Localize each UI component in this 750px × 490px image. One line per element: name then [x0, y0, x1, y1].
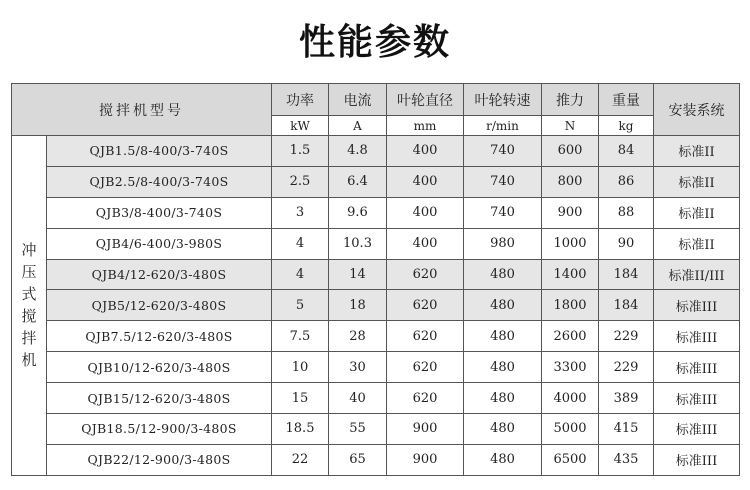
group-char: 式: [21, 285, 37, 304]
performance-table: [11, 83, 740, 476]
cell-weight: 435: [599, 444, 654, 475]
header-model: 搅拌机型号: [12, 84, 272, 136]
table-row: [12, 136, 740, 167]
cell-weight: 90: [599, 228, 654, 259]
cell-model: QJB15/12-620/3-480S: [47, 383, 272, 414]
header-install: 安装系统: [654, 84, 740, 136]
cell-current: 55: [329, 414, 387, 445]
cell-install: 标准III: [654, 444, 740, 475]
header-power: 功率: [272, 84, 329, 116]
cell-speed: 480: [464, 259, 542, 290]
cell-weight: 389: [599, 383, 654, 414]
cell-current: 14: [329, 259, 387, 290]
cell-power: 1.5: [272, 136, 329, 167]
cell-weight: 88: [599, 197, 654, 228]
cell-model: QJB4/6-400/3-980S: [47, 228, 272, 259]
cell-thrust: 2600: [542, 321, 599, 352]
cell-current: 6.4: [329, 166, 387, 197]
header-weight: 重量: [599, 84, 654, 116]
cell-install: 标准II/III: [654, 259, 740, 290]
header-speed: 叶轮转速: [464, 84, 542, 116]
cell-diameter: 900: [387, 444, 464, 475]
group-char: 机: [21, 351, 37, 370]
cell-thrust: 1400: [542, 259, 599, 290]
cell-diameter: 400: [387, 166, 464, 197]
cell-weight: 415: [599, 414, 654, 445]
cell-current: 30: [329, 352, 387, 383]
cell-diameter: 900: [387, 414, 464, 445]
cell-install: 标准III: [654, 352, 740, 383]
cell-weight: 86: [599, 166, 654, 197]
cell-install: 标准III: [654, 414, 740, 445]
cell-current: 65: [329, 444, 387, 475]
cell-power: 2.5: [272, 166, 329, 197]
table-row: [12, 228, 740, 259]
cell-weight: 184: [599, 259, 654, 290]
cell-current: 18: [329, 290, 387, 321]
cell-model: QJB3/8-400/3-740S: [47, 197, 272, 228]
cell-speed: 480: [464, 414, 542, 445]
cell-install: 标准II: [654, 136, 740, 167]
cell-diameter: 620: [387, 259, 464, 290]
cell-diameter: 620: [387, 352, 464, 383]
unit-thrust: N: [542, 116, 599, 136]
cell-model: QJB7.5/12-620/3-480S: [47, 321, 272, 352]
group-char: 搅: [21, 307, 37, 326]
group-char: 拌: [21, 329, 37, 348]
table-row: [12, 197, 740, 228]
header-diameter: 叶轮直径: [387, 84, 464, 116]
unit-current: A: [329, 116, 387, 136]
cell-thrust: 800: [542, 166, 599, 197]
header-row: [12, 84, 740, 116]
cell-model: QJB4/12-620/3-480S: [47, 259, 272, 290]
cell-diameter: 400: [387, 136, 464, 167]
table-row: [12, 444, 740, 475]
cell-install: 标准II: [654, 197, 740, 228]
cell-model: QJB22/12-900/3-480S: [47, 444, 272, 475]
cell-speed: 980: [464, 228, 542, 259]
cell-current: 40: [329, 383, 387, 414]
table-row: [12, 166, 740, 197]
cell-power: 5: [272, 290, 329, 321]
table-row: [12, 259, 740, 290]
cell-model: QJB1.5/8-400/3-740S: [47, 136, 272, 167]
cell-model: QJB5/12-620/3-480S: [47, 290, 272, 321]
cell-install: 标准III: [654, 321, 740, 352]
cell-thrust: 1000: [542, 228, 599, 259]
page-title: 性能参数: [298, 22, 451, 63]
cell-thrust: 6500: [542, 444, 599, 475]
cell-power: 4: [272, 259, 329, 290]
unit-speed: r/min: [464, 116, 542, 136]
cell-power: 15: [272, 383, 329, 414]
cell-model: QJB18.5/12-900/3-480S: [47, 414, 272, 445]
unit-power: kW: [272, 116, 329, 136]
group-char: 压: [21, 263, 37, 282]
cell-speed: 480: [464, 444, 542, 475]
cell-current: 9.6: [329, 197, 387, 228]
cell-power: 22: [272, 444, 329, 475]
cell-weight: 84: [599, 136, 654, 167]
cell-power: 18.5: [272, 414, 329, 445]
table-row: [12, 290, 740, 321]
cell-speed: 480: [464, 352, 542, 383]
cell-thrust: 4000: [542, 383, 599, 414]
cell-diameter: 620: [387, 383, 464, 414]
cell-thrust: 1800: [542, 290, 599, 321]
group-char: 冲: [21, 241, 37, 260]
cell-install: 标准II: [654, 166, 740, 197]
cell-power: 10: [272, 352, 329, 383]
cell-install: 标准III: [654, 383, 740, 414]
cell-install: 标准II: [654, 228, 740, 259]
header-thrust: 推力: [542, 84, 599, 116]
cell-install: 标准III: [654, 290, 740, 321]
cell-thrust: 600: [542, 136, 599, 167]
cell-diameter: 620: [387, 321, 464, 352]
cell-speed: 480: [464, 290, 542, 321]
unit-diameter: mm: [387, 116, 464, 136]
cell-diameter: 400: [387, 197, 464, 228]
header-current: 电流: [329, 84, 387, 116]
cell-speed: 740: [464, 197, 542, 228]
cell-thrust: 900: [542, 197, 599, 228]
table-row: [12, 383, 740, 414]
unit-weight: kg: [599, 116, 654, 136]
cell-power: 7.5: [272, 321, 329, 352]
cell-diameter: 620: [387, 290, 464, 321]
cell-model: QJB2.5/8-400/3-740S: [47, 166, 272, 197]
cell-current: 10.3: [329, 228, 387, 259]
cell-current: 4.8: [329, 136, 387, 167]
cell-current: 28: [329, 321, 387, 352]
group-label: [12, 136, 47, 476]
cell-power: 4: [272, 228, 329, 259]
cell-speed: 480: [464, 321, 542, 352]
cell-weight: 229: [599, 352, 654, 383]
cell-diameter: 400: [387, 228, 464, 259]
table-row: [12, 352, 740, 383]
cell-speed: 480: [464, 383, 542, 414]
cell-thrust: 5000: [542, 414, 599, 445]
cell-speed: 740: [464, 166, 542, 197]
cell-weight: 184: [599, 290, 654, 321]
cell-power: 3: [272, 197, 329, 228]
cell-thrust: 3300: [542, 352, 599, 383]
cell-model: QJB10/12-620/3-480S: [47, 352, 272, 383]
table-row: [12, 414, 740, 445]
cell-speed: 740: [464, 136, 542, 167]
table-row: [12, 321, 740, 352]
cell-weight: 229: [599, 321, 654, 352]
